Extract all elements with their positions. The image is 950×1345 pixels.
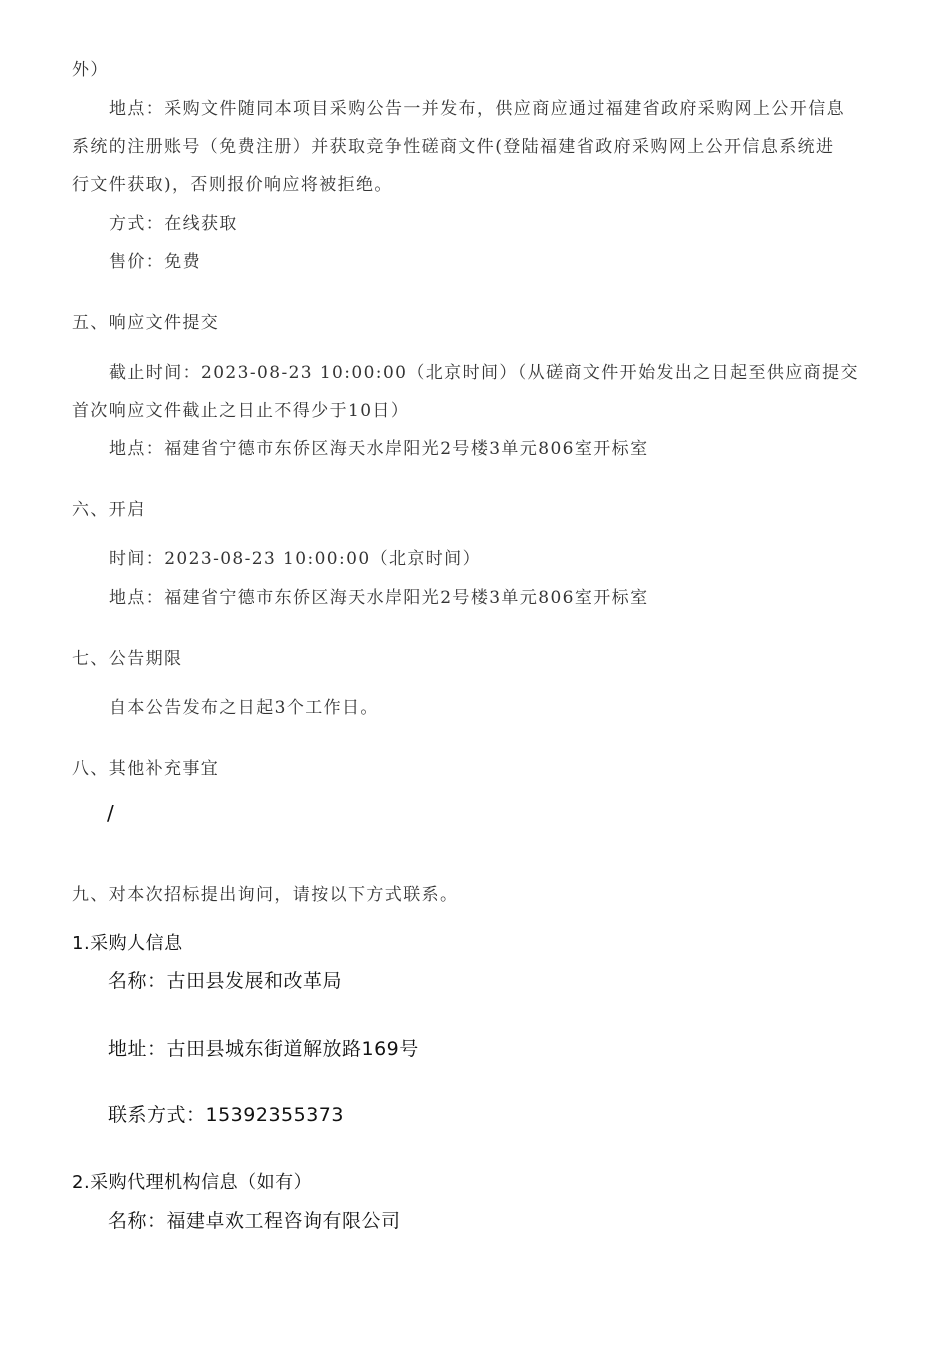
submission-deadline-line-1: 截止时间：2023-08-23 10:00:00（北京时间）（从磋商文件开始发出之日起至供应商提交 (109, 363, 859, 383)
buyer-address: 地址：古田县城东街道解放路169号 (108, 1038, 419, 1060)
section-6-heading: 六、开启 (72, 500, 146, 520)
agency-info-heading: 2.采购代理机构信息（如有） (72, 1172, 313, 1193)
acquisition-price: 售价：免费 (109, 252, 201, 272)
continued-text: 外） (72, 60, 109, 80)
buyer-name: 名称：古田县发展和改革局 (108, 970, 343, 992)
section-7-heading: 七、公告期限 (72, 649, 183, 669)
notice-period-text: 自本公告发布之日起3个工作日。 (109, 698, 379, 718)
submission-location: 地点：福建省宁德市东侨区海天水岸阳光2号楼3单元806室开标室 (109, 439, 649, 459)
section-5-heading: 五、响应文件提交 (72, 313, 220, 333)
agency-name: 名称：福建卓欢工程咨询有限公司 (108, 1210, 401, 1232)
acquisition-location-line-3: 行文件获取)，否则报价响应将被拒绝。 (72, 175, 393, 195)
acquisition-location-line-1: 地点：采购文件随同本项目采购公告一并发布，供应商应通过福建省政府采购网上公开信息 (109, 99, 845, 119)
supplementary-text: / (107, 801, 115, 825)
opening-location: 地点：福建省宁德市东侨区海天水岸阳光2号楼3单元806室开标室 (109, 588, 649, 608)
submission-deadline-line-2: 首次响应文件截止之日止不得少于10日） (72, 401, 410, 421)
buyer-info-heading: 1.采购人信息 (72, 933, 183, 954)
section-9-heading: 九、对本次招标提出询问，请按以下方式联系。 (72, 885, 459, 905)
acquisition-location-line-2: 系统的注册账号（免费注册）并获取竞争性磋商文件(登陆福建省政府采购网上公开信息系统进 (72, 137, 835, 157)
buyer-contact: 联系方式：15392355373 (108, 1104, 344, 1126)
section-8-heading: 八、其他补充事宜 (72, 759, 220, 779)
opening-time: 时间：2023-08-23 10:00:00（北京时间） (109, 549, 481, 569)
acquisition-method: 方式：在线获取 (109, 214, 238, 234)
